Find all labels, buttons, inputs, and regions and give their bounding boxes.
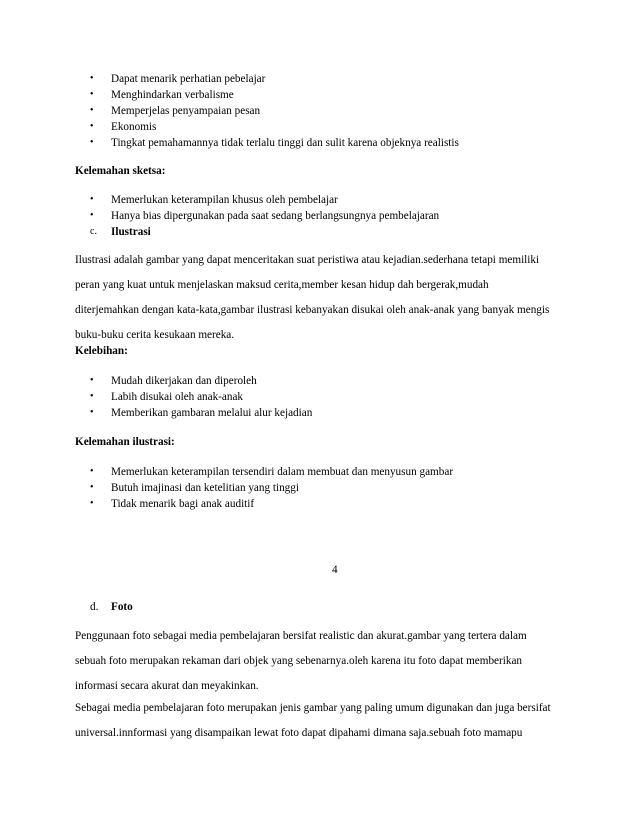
list-item: • Memerlukan keterampilan tersendiri dalam membuat dan menyusun gambar [90, 466, 454, 478]
bullet-icon: • [90, 391, 94, 402]
paragraph-foto-2: Sebagai media pembelajaran foto merupakan jenis gambar yang paling umum digunakan dan juga bersifat universal.innformasi yang disampaikan lewat foto dapat dipahami dimana saja.sebuah foto mamapu [75, 702, 551, 739]
weaknesses-list-ilustrasi [0, 464, 638, 512]
section-marker: d. [90, 601, 99, 613]
list-item: • Mudah dikerjakan dan diperoleh [90, 375, 257, 387]
list-item: • Dapat menarik perhatian pebelajar [90, 73, 266, 85]
bullet-icon: • [90, 89, 94, 100]
list-item: • Memerlukan keterampilan khusus oleh pembelajar [90, 194, 338, 206]
paragraph-foto-1: Penggunaan foto sebagai media pembelajaran bersifat realistic dan akurat.gambar yang tertera dalam sebuah foto merupakan rekaman dari objek yang sebenarnya.oleh karena itu foto dapat memberikan informasi secara akurat dan meyakinkan. [75, 630, 527, 692]
bullet-icon: • [90, 498, 94, 509]
bullet-icon: • [90, 482, 94, 493]
bullet-icon: • [90, 210, 94, 221]
list-item: • Tingkat pemahamannya tidak terlalu tinggi dan sulit karena objeknya realistis [90, 137, 459, 149]
bullet-icon: • [90, 375, 94, 386]
bullet-icon: • [90, 121, 94, 132]
list-item: • Hanya bias dipergunakan pada saat sedang berlangsungnya pembelajaran [90, 210, 440, 222]
heading-kelemahan-sketsa: Kelemahan sketsa: [75, 165, 166, 177]
bullet-icon: • [90, 137, 94, 148]
list-item: • Tidak menarik bagi anak auditif [90, 498, 255, 510]
list-item: • Memperjelas penyampaian pesan [90, 105, 261, 117]
list-item: • Butuh imajinasi dan ketelitian yang tinggi [90, 482, 299, 494]
advantages-list-ilustrasi [0, 373, 638, 421]
bullet-icon: • [90, 73, 94, 84]
page-number: 4 [332, 564, 338, 576]
bullet-icon: • [90, 407, 94, 418]
section-heading-foto: d. Foto [90, 601, 133, 613]
advantages-list-sketsa [0, 71, 638, 151]
bullet-icon: • [90, 105, 94, 116]
list-item: • Memberikan gambaran melalui alur kejadian [90, 407, 313, 419]
paragraph-ilustrasi: Ilustrasi adalah gambar yang dapat menceritakan suat peristiwa atau kejadian.sederhana tetapi memiliki peran yang kuat untuk menjelaskan maksud cerita,member kesan hidup dah bergerak,mudah diterjemahkan dengan kata-kata,gambar ilustrasi kebanyakan disukai oleh anak-anak yang banyak mengis buku-buku cerita kesukaan mereka. [75, 254, 550, 341]
heading-kelebihan: Kelebihan: [75, 345, 128, 357]
section-heading-ilustrasi: c. Ilustrasi [90, 226, 151, 238]
weaknesses-list-sketsa [0, 192, 638, 240]
heading-kelemahan-ilustrasi: Kelemahan ilustrasi: [75, 436, 175, 448]
list-item: • Ekonomis [90, 121, 157, 133]
list-item: • Menghindarkan verbalisme [90, 89, 234, 101]
bullet-icon: • [90, 194, 94, 205]
list-item: • Labih disukai oleh anak-anak [90, 391, 244, 403]
section-marker: c. [90, 226, 97, 237]
bullet-icon: • [90, 466, 94, 477]
